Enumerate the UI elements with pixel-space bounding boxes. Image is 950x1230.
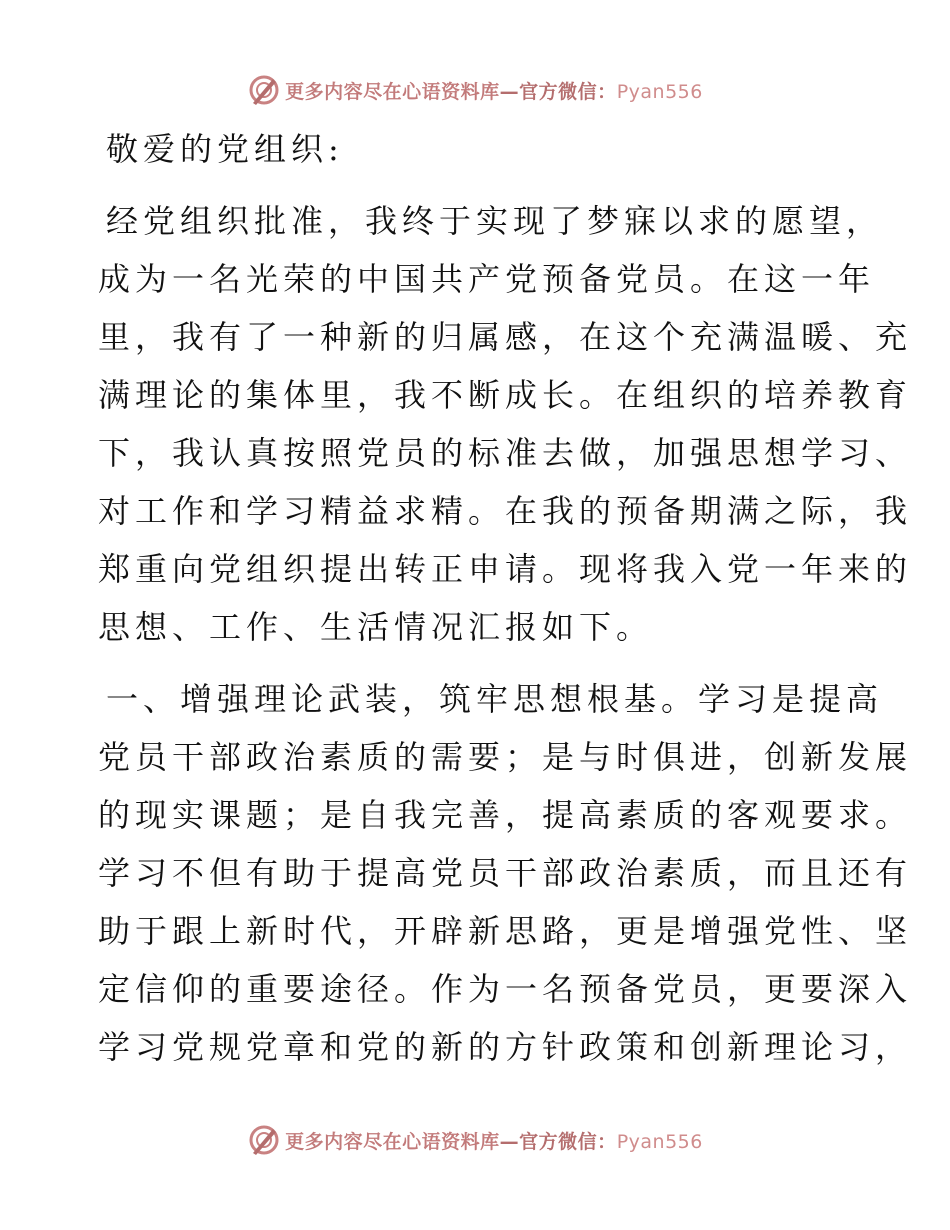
paragraph-2 — [98, 670, 913, 1076]
text-line: 成为一名光荣的中国共产党预备党员。在这一年 — [98, 260, 876, 298]
text-line: 学习党规党章和党的新的方针政策和创新理论习， — [98, 1028, 913, 1066]
text-line: 郑重向党组织提出转正申请。现将我入党一年来的 — [98, 550, 913, 588]
text-line: 里，我有了一种新的归属感，在这个充满温暖、充 — [98, 318, 913, 356]
text-line: 一、增强理论武装，筑牢思想根基。学习是提高 — [106, 680, 884, 718]
salutation: 敬爱的党组织: — [106, 130, 344, 168]
text-line: 助于跟上新时代，开辟新思路，更是增强党性、坚 — [98, 912, 913, 950]
text-line: 的现实课题；是自我完善，提高素质的客观要求。 — [98, 796, 913, 834]
text-line: 满理论的集体里，我不断成长。在组织的培养教育 — [98, 376, 913, 414]
text-line: 定信仰的重要途径。作为一名预备党员，更要深入 — [98, 970, 913, 1008]
text-line: 思想、工作、生活情况汇报如下。 — [98, 608, 654, 646]
text-line: 学习不但有助于提高党员干部政治素质，而且还有 — [98, 854, 913, 892]
banner-text: 更多内容尽在心语资料库—官方微信：Pyan556 — [285, 80, 703, 103]
document-body — [98, 120, 913, 1076]
footer-watermark-banner — [0, 1120, 950, 1160]
quill-ring-logo-icon — [247, 1123, 281, 1157]
paragraph-1 — [98, 192, 913, 656]
quill-ring-logo-icon — [247, 73, 281, 107]
header-watermark-banner — [0, 70, 950, 110]
text-line: 对工作和学习精益求精。在我的预备期满之际，我 — [98, 492, 913, 530]
text-line: 下，我认真按照党员的标准去做，加强思想学习、 — [98, 434, 913, 472]
text-line: 经党组织批准，我终于实现了梦寐以求的愿望， — [106, 202, 884, 240]
banner-text: 更多内容尽在心语资料库—官方微信：Pyan556 — [285, 1130, 703, 1153]
text-line: 党员干部政治素质的需要；是与时俱进，创新发展 — [98, 738, 913, 776]
